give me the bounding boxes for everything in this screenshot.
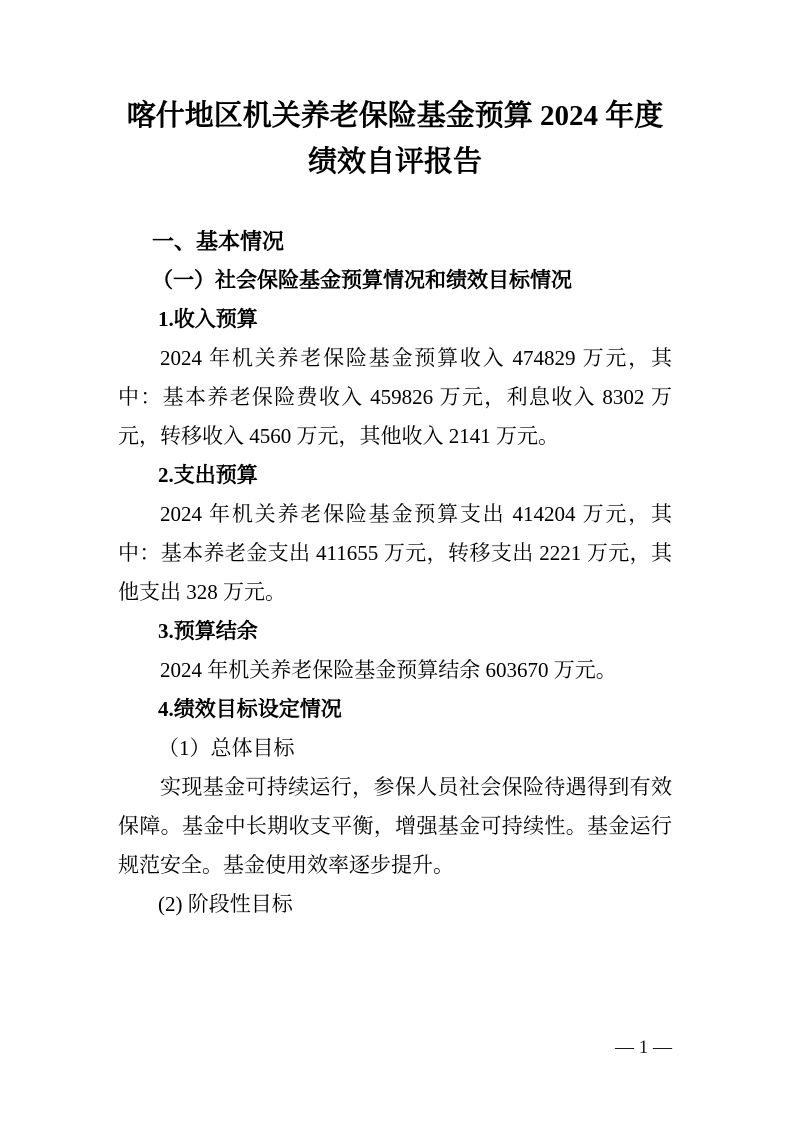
heading-expenditure-budget: 2.支出预算 (158, 463, 258, 487)
document-title (118, 93, 672, 185)
heading-income-budget: 1.收入预算 (158, 307, 258, 331)
heading-overall-target: （1）总体目标 (158, 736, 295, 760)
heading-fund-budget-and-performance-targets: （一）社会保险基金预算情况和绩效目标情况 (152, 268, 572, 292)
paragraph-budget-balance: 2024 年机关养老保险基金预算结余 603670 万元。 (160, 658, 617, 682)
document-title-line-1: 喀什地区机关养老保险基金预算 2024 年度 (126, 100, 664, 132)
page-number: — 1 — (615, 1037, 672, 1058)
heading-budget-balance: 3.预算结余 (158, 619, 258, 643)
paragraph-expenditure-budget: 2024 年机关养老保险基金预算支出 414204 万元，其中：基本养老金支出 411655 万元，转移支出 2221 万元，其他支出 328 万元。 (118, 502, 672, 604)
heading-performance-target-setting: 4.绩效目标设定情况 (158, 697, 342, 721)
paragraph-income-budget: 2024 年机关养老保险基金预算收入 474829 万元，其中：基本养老保险费收入 459826 万元，利息收入 8302 万元，转移收入 4560 万元，其他收入 2141 万元。 (118, 346, 672, 448)
heading-phased-target: (2) 阶段性目标 (158, 892, 293, 916)
heading-basic-situation: 一、基本情况 (152, 229, 285, 254)
document-title-line-2: 绩效自评报告 (307, 146, 482, 178)
paragraph-overall-target: 实现基金可持续运行，参保人员社会保险待遇得到有效保障。基金中长期收支平衡，增强基金可持续性。基金运行规范安全。基金使用效率逐步提升。 (118, 775, 672, 877)
document-body (118, 222, 672, 924)
